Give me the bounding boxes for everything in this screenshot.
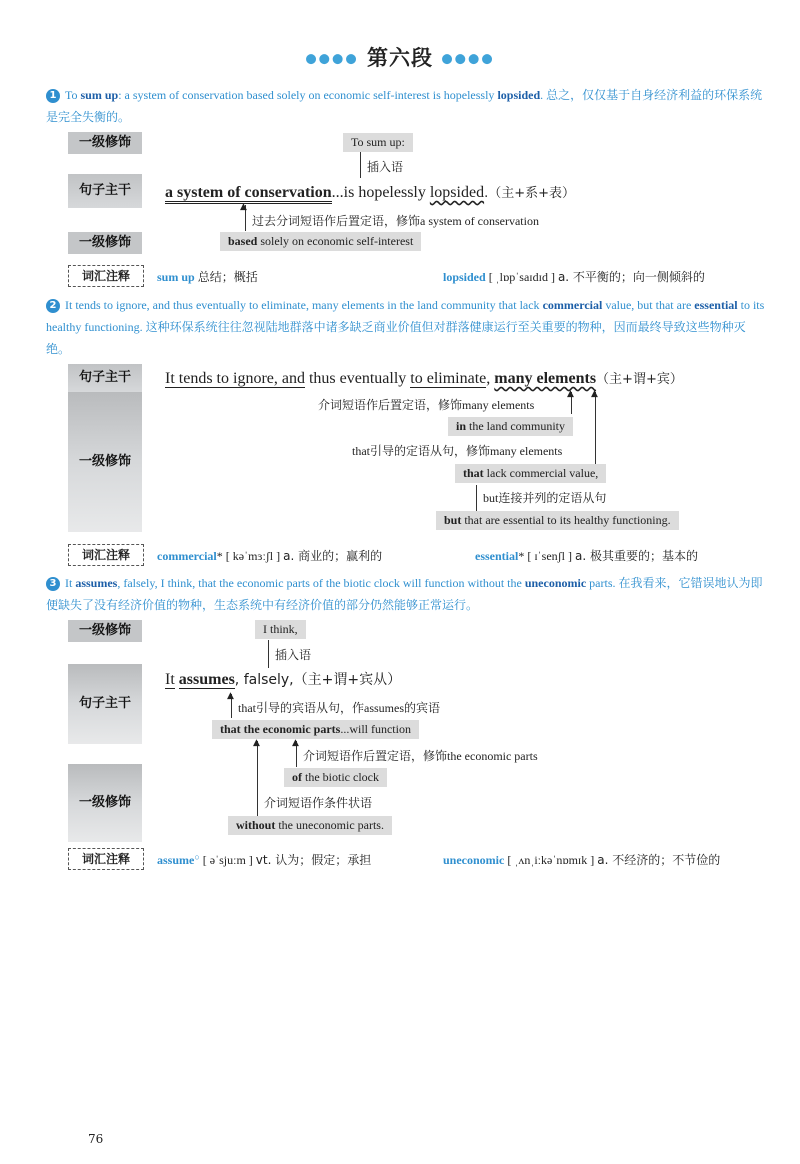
label-modifier: 一级修饰 — [68, 132, 142, 154]
keyword: but — [444, 513, 462, 527]
vocab-phonetic: [ ˌlɒpˈsaɪdɪd ] — [485, 270, 558, 284]
star-mark: * — [216, 549, 223, 563]
modifier-note: 介词短语作条件状语 — [264, 796, 373, 810]
text: : a system of conservation based solely on economic self-interest is hopelessly — [118, 88, 498, 102]
vocab-def: vt. 认为；假定；承担 — [255, 853, 372, 867]
text: the biotic clock — [302, 770, 379, 784]
keyword: uneconomic — [524, 576, 587, 590]
subject: It — [165, 671, 175, 688]
modifier-box — [448, 417, 573, 436]
text: that are essential to its healthy functioning. — [461, 513, 671, 527]
vocab-item — [157, 851, 371, 868]
keyword: lopsided — [497, 88, 541, 102]
modifier-note: but连接并列的定语从句 — [483, 491, 607, 505]
text: parts. 在我看来，它错误地认为即便缺失了没有经济价值的物种，生态系统中有经济价值的部分仍然能够正常运行。 — [46, 576, 763, 612]
vocab-phonetic: [ əˈsjuːm ] — [199, 853, 256, 867]
main-clause — [165, 669, 401, 689]
text: To — [65, 88, 81, 102]
sentence-1 — [46, 84, 766, 128]
vocab-phonetic: [ ɪˈsenʃl ] — [524, 549, 575, 563]
keyword: that — [463, 466, 484, 480]
page-number: 76 — [88, 1132, 104, 1146]
modifier-box — [212, 720, 419, 739]
connector-line — [476, 485, 477, 512]
arrow-up-icon: ▲ — [240, 202, 247, 212]
verb: ...is hopelessly — [331, 184, 430, 201]
vocab-def: 总结；概括 — [197, 270, 258, 284]
vocab-def: a. 不经济的；不节俭的 — [597, 853, 721, 867]
connector-line — [360, 152, 361, 178]
subject: It — [165, 370, 175, 387]
text: thus eventually — [304, 370, 411, 387]
vocab-item — [475, 547, 698, 564]
connector-line — [268, 640, 269, 668]
modifier-box — [436, 511, 679, 530]
insert-box: To sum up: — [343, 133, 413, 152]
vocab-item — [157, 547, 382, 564]
sentence-2 — [46, 294, 766, 360]
label-main: 句子主干 — [68, 664, 142, 744]
keyword: sum up — [80, 88, 119, 102]
vocab-def: a. 商业的；赢利的 — [283, 549, 383, 563]
modifier-note: 介词短语作后置定语，修饰the economic parts — [303, 749, 538, 763]
vocab-word: commercial — [157, 549, 217, 563]
label-main: 句子主干 — [68, 364, 142, 392]
label-modifier: 一级修饰 — [68, 232, 142, 254]
vocab-def: a. 极其重要的；基本的 — [575, 549, 698, 563]
modifier-box — [228, 816, 392, 835]
modifier-note: 介词短语作后置定语，修饰many elements — [318, 398, 535, 412]
label-main: 句子主干 — [68, 174, 142, 208]
title-text: 第六段 — [367, 46, 433, 70]
vocab-word: essential — [475, 549, 519, 563]
star-mark: * — [518, 549, 525, 563]
vocab-item — [157, 268, 258, 285]
label-modifier: 一级修饰 — [68, 620, 142, 642]
sentence-3 — [46, 572, 766, 616]
vocab-def: a. 不平衡的；向一侧倾斜的 — [557, 270, 705, 284]
structure-note: （主+谓+宾） — [596, 372, 683, 387]
text: the uneconomic parts. — [275, 818, 384, 832]
arrow-up-icon: ▲ — [253, 738, 260, 748]
verb: tends to ignore, and — [174, 370, 305, 387]
text: . 总之，仅仅基于自身经济利益的环保系统是完全失衡的。 — [46, 88, 763, 124]
text: value, but that are — [602, 298, 695, 312]
vocab-phonetic: [ kəˈmɜːʃl ] — [222, 549, 284, 563]
arrow-up-icon: ▲ — [567, 389, 574, 399]
label-modifier: 一级修饰 — [68, 392, 142, 532]
keyword: assumes — [75, 576, 118, 590]
predicative: lopsided — [429, 184, 485, 201]
text: It tends to ignore, and thus eventually to eliminate, many elements in the land community that lack — [65, 298, 543, 312]
arrow-up-icon: ▲ — [227, 691, 234, 701]
keyword: without — [236, 818, 276, 832]
keyword: based — [228, 234, 258, 248]
keyword: that the economic parts — [220, 722, 341, 736]
vocab-word: assume — [157, 853, 195, 867]
circle-mark: ○ — [194, 852, 200, 862]
text: solely on economic self-interest — [257, 234, 414, 248]
verb: assumes — [178, 671, 235, 688]
modifier-box — [220, 232, 421, 251]
text: ...will function — [340, 722, 411, 736]
sentence-number: 2 — [46, 299, 60, 313]
verb: to eliminate — [410, 370, 487, 387]
connector-line — [595, 392, 596, 472]
label-vocab: 词汇注释 — [68, 265, 144, 287]
main-clause — [165, 368, 683, 388]
vocab-item — [443, 851, 720, 868]
text: to its healthy functioning. 这种环保系统往往忽视陆地群落中诸多缺乏商业价值但对群落健康运行至关重要的物种，因而最终导致这些物种灭绝。 — [46, 298, 765, 356]
label-vocab: 词汇注释 — [68, 848, 144, 870]
section-title — [0, 42, 800, 72]
modifier-box — [284, 768, 387, 787]
keyword: of — [292, 770, 302, 784]
vocab-item — [443, 268, 705, 285]
modifier-note: that引导的宾语从句，作assumes的宾语 — [238, 701, 440, 715]
text: the land community — [466, 419, 565, 433]
text: It — [65, 576, 76, 590]
vocab-phonetic: [ ˌʌnˌiːkəˈnɒmɪk ] — [504, 853, 598, 867]
keyword: commercial — [542, 298, 603, 312]
structure-note: , falsely,（主+谓+宾从） — [234, 672, 402, 688]
vocab-word: lopsided — [443, 270, 486, 284]
structure-note: .（主+系+表） — [484, 186, 575, 201]
text: lack commercial value, — [483, 466, 599, 480]
text: , — [486, 370, 495, 387]
insert-box: I think, — [255, 620, 306, 639]
modifier-note: 过去分词短语作后置定语，修饰a system of conservation — [252, 214, 539, 228]
modifier-note: that引导的定语从句，修饰many elements — [352, 444, 563, 458]
insert-tag: 插入语 — [367, 160, 404, 174]
sentence-number: 3 — [46, 577, 60, 591]
modifier-box — [455, 464, 606, 483]
vocab-word: sum up — [157, 270, 195, 284]
main-clause — [165, 182, 575, 202]
sentence-number: 1 — [46, 89, 60, 103]
label-modifier: 一级修饰 — [68, 764, 142, 842]
insert-tag: 插入语 — [275, 648, 312, 662]
title-dots-left: ●●●● — [305, 51, 359, 67]
text: , falsely, I think, that the economic parts of the biotic clock will function without the — [117, 576, 525, 590]
connector-line — [257, 741, 258, 816]
arrow-up-icon: ▲ — [591, 389, 598, 399]
arrow-up-icon: ▲ — [292, 738, 299, 748]
vocab-word: uneconomic — [443, 853, 505, 867]
label-vocab: 词汇注释 — [68, 544, 144, 566]
object: many elements — [494, 370, 597, 387]
subject: a system of conservation — [165, 184, 332, 204]
keyword: essential — [694, 298, 738, 312]
title-dots-right: ●●●● — [441, 51, 495, 67]
keyword: in — [456, 419, 467, 433]
